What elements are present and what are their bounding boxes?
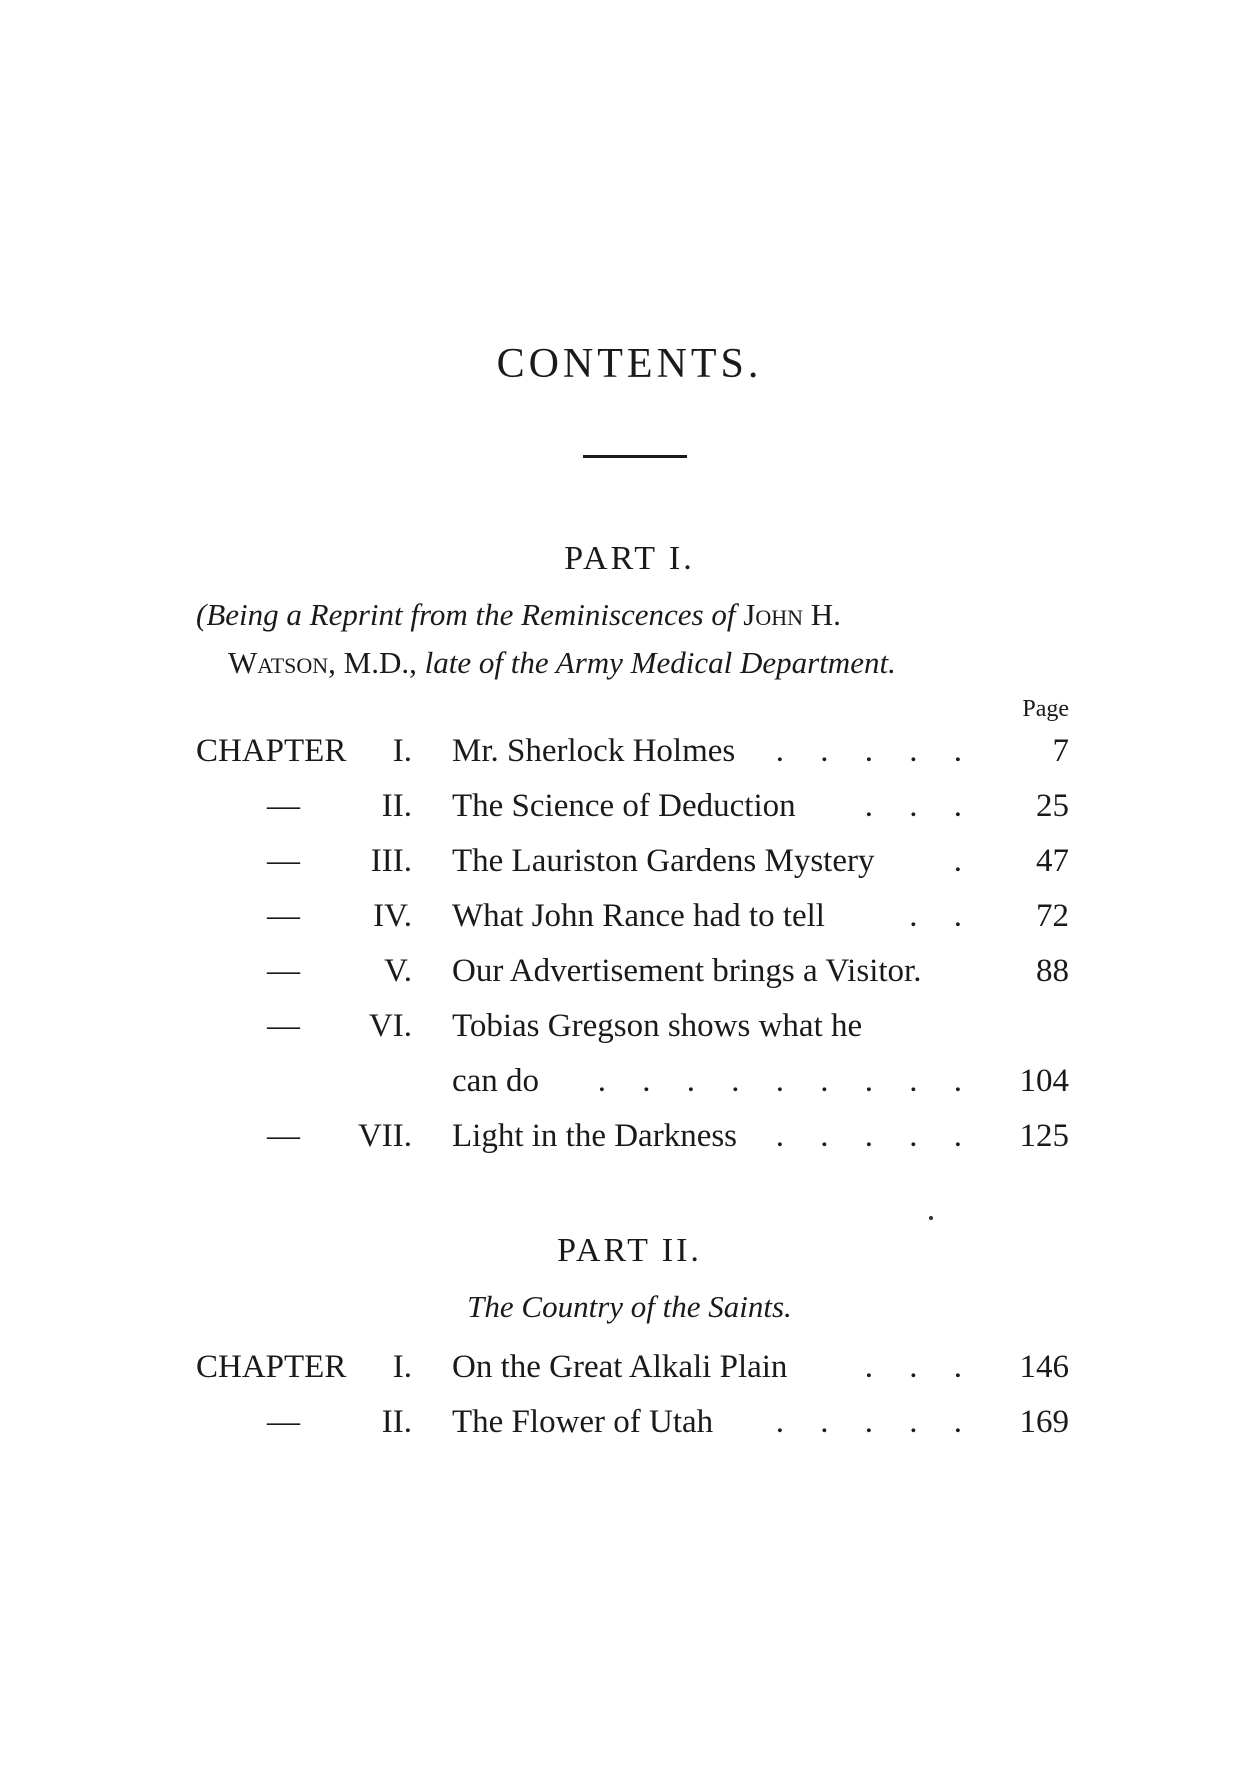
page-number: 146	[1019, 1349, 1069, 1385]
print-speck	[929, 1216, 933, 1220]
toc-row	[0, 1404, 1259, 1460]
chapter-label: —	[267, 788, 300, 824]
chapter-label: —	[267, 1404, 300, 1440]
page-number: 7	[1052, 733, 1069, 769]
chapter-number: III.	[370, 843, 412, 879]
dot-leader: . .	[909, 898, 976, 934]
dot-leader: . . .	[864, 788, 976, 824]
chapter-label: —	[267, 1118, 300, 1154]
dot-leader: . . . . . . . . .	[597, 1063, 976, 1099]
toc-row	[0, 843, 1259, 899]
chapter-label: —	[267, 953, 300, 989]
chapter-title: Tobias Gregson shows what he	[452, 1008, 863, 1044]
page-number: 72	[1036, 898, 1069, 934]
toc-row	[0, 733, 1259, 789]
title-rule	[583, 455, 687, 458]
toc-row	[0, 788, 1259, 844]
page-title: CONTENTS.	[496, 341, 763, 387]
chapter-number: VII.	[357, 1118, 412, 1154]
page-number: 25	[1036, 788, 1069, 824]
chapter-number: V.	[384, 953, 412, 989]
chapter-number: IV.	[373, 898, 412, 934]
chapter-label: —	[267, 898, 300, 934]
dot-leader: . . . . .	[775, 1404, 976, 1440]
chapter-number: VI.	[368, 1008, 412, 1044]
toc-row	[0, 953, 1259, 1009]
chapter-title: Light in the Darkness	[452, 1118, 738, 1154]
dot-leader: . . . . .	[775, 733, 976, 769]
chapter-label: —	[267, 1008, 300, 1044]
chapter-number: I.	[392, 733, 412, 769]
dot-leader: . . .	[864, 1349, 976, 1385]
chapter-title: Our Advertisement brings a Visitor.	[452, 953, 922, 989]
dot-leader: . . . . .	[775, 1118, 976, 1154]
chapter-title: The Lauriston Gardens Mystery	[452, 843, 875, 879]
chapter-title: On the Great Alkali Plain	[452, 1349, 788, 1385]
author-name-last: Watson, M.D.,	[228, 645, 417, 680]
chapter-label: CHAPTER	[196, 1349, 347, 1385]
chapter-label: CHAPTER	[196, 733, 347, 769]
chapter-title: What John Rance had to tell	[452, 898, 825, 934]
chapter-title: The Flower of Utah	[452, 1404, 714, 1440]
toc-row	[0, 1063, 1259, 1119]
part-one-description-italic: (Being a Reprint from the Reminiscences of	[196, 597, 744, 632]
chapter-number: I.	[392, 1349, 412, 1385]
page-number: 169	[1019, 1404, 1069, 1440]
chapter-number: II.	[381, 788, 412, 824]
part-one-description-line-2	[228, 645, 896, 681]
chapter-label: —	[267, 843, 300, 879]
page-number: 47	[1036, 843, 1069, 879]
dot-leader: .	[953, 843, 976, 879]
page-column-label: Page	[1022, 696, 1069, 722]
page-number: 88	[1036, 953, 1069, 989]
part-two-subtitle: The Country of the Saints.	[467, 1289, 792, 1324]
author-name-first: John H.	[743, 597, 841, 632]
part-one-heading: PART I.	[564, 540, 695, 577]
page-number: 104	[1019, 1063, 1069, 1099]
chapter-number: II.	[381, 1404, 412, 1440]
toc-row	[0, 1118, 1259, 1174]
toc-row	[0, 898, 1259, 954]
chapter-title: can do	[452, 1063, 540, 1099]
page-number: 125	[1019, 1118, 1069, 1154]
toc-row	[0, 1008, 1259, 1064]
chapter-title: The Science of Deduction	[452, 788, 796, 824]
part-one-description-line-1	[196, 597, 841, 633]
part-two-heading: PART II.	[557, 1232, 702, 1269]
toc-row	[0, 1349, 1259, 1405]
part-one-description-italic-end: late of the Army Medical Department.	[416, 645, 896, 680]
chapter-title: Mr. Sherlock Holmes	[452, 733, 736, 769]
